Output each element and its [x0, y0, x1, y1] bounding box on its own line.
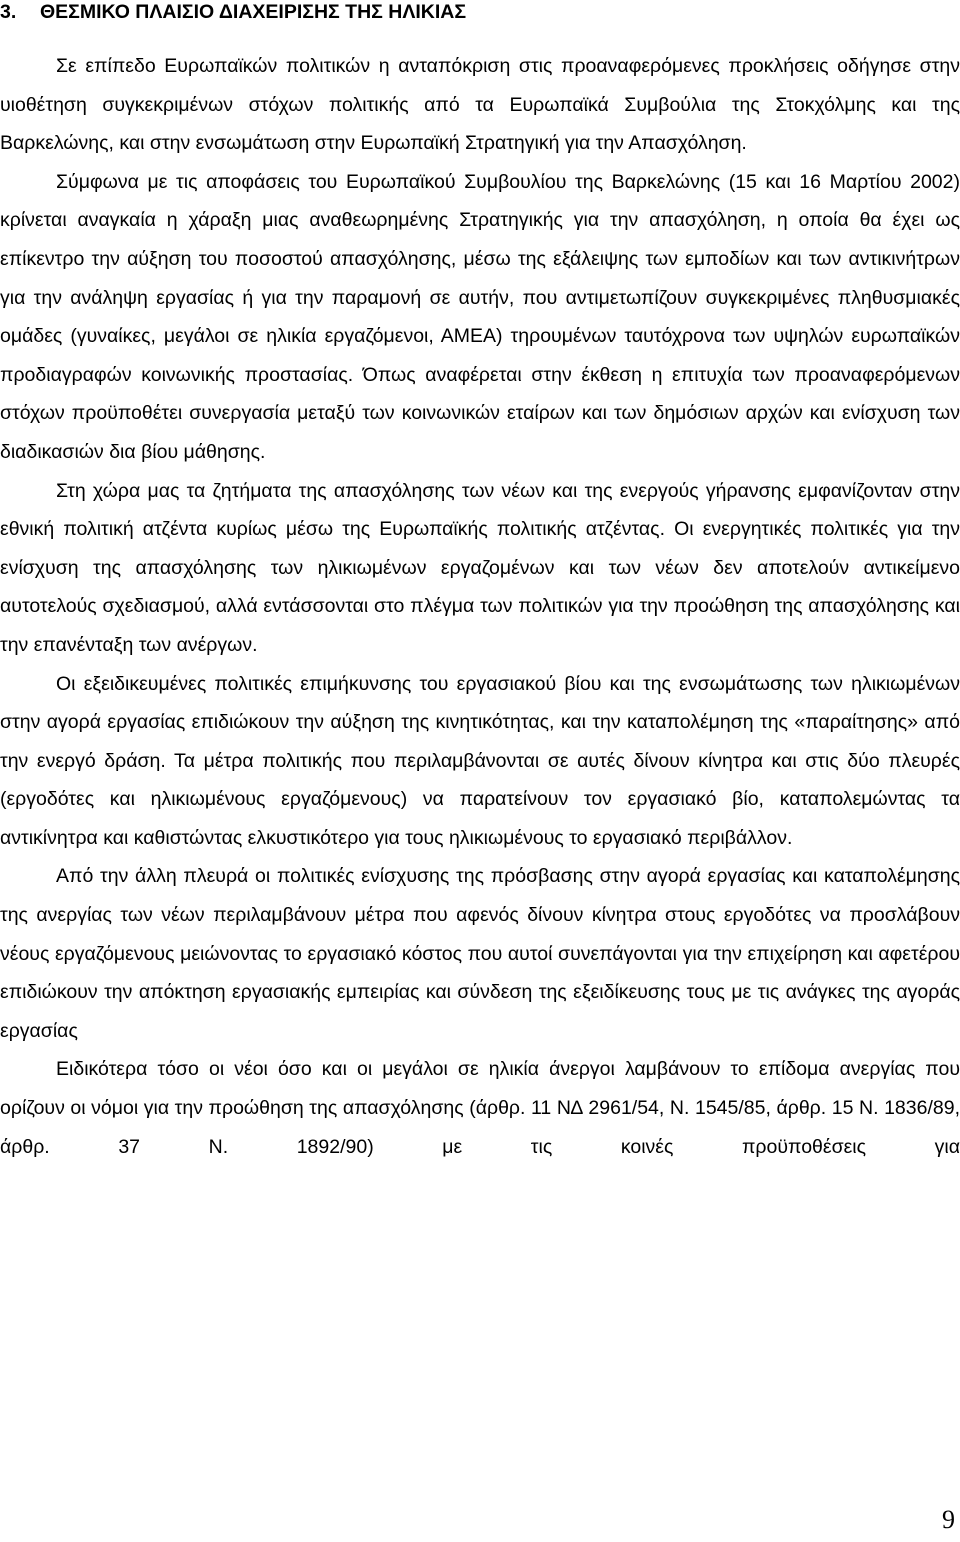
section-heading [0, 0, 466, 24]
paragraph: Από την άλλη πλευρά οι πολιτικές ενίσχυσης της πρόσβασης στην αγορά εργασίας και καταπολέμησης της ανεργίας των νέων περιλαμβάνουν μέτρα που αφενός δίνουν κίνητρα στους εργοδότες να προσλάβουν νέους εργαζόμενους μειώνοντας το εργασιακό κόστος που αυτοί συνεπάγονται για την επιχείρηση και αφετέρου επιδιώκουν την απόκτηση εργασιακής εμπειρίας και σύνδεση της εξειδίκευσης τους με τις ανάγκες της αγοράς εργασίας [0, 865, 960, 1042]
paragraph: Ειδικότερα τόσο οι νέοι όσο και οι μεγάλοι σε ηλικία άνεργοι λαμβάνουν το επίδομα ανεργίας που ορίζουν οι νόμοι για την προώθηση της απασχόλησης (άρθρ. 11 Ν∆ 2961/54, Ν. 1545/85, άρθρ. 15 Ν. 1836/89, άρθρ. 37 Ν. 1892/90) με τις κοινές προϋποθέσεις για [0, 1058, 960, 1158]
paragraph: Οι εξειδικευμένες πολιτικές επιμήκυνσης του εργασιακού βίου και της ενσωμάτωσης των ηλικιωμένων στην αγορά εργασίας επιδιώκουν την αύξηση της κινητικότητας, και την καταπολέμηση της «παραίτησης» από την ενεργό δράση. Τα μέτρα πολιτικής που περιλαμβάνονται σε αυτές δίνουν κίνητρα και στις δύο πλευρές (εργοδότες και ηλικιωμένους εργαζόμενους) να παρατείνουν τον εργασιακό βίο, καταπολεμώντας τα αντικίνητρα και καθιστώντας ελκυστικότερο για τους ηλικιωμένους το εργασιακό περιβάλλον. [0, 672, 960, 849]
paragraph: Σύμφωνα με τις αποφάσεις του Ευρωπαϊκού Συμβουλίου της Βαρκελώνης (15 και 16 Μαρτίου 2002) κρίνεται αναγκαία η χάραξη μιας αναθεωρημένης Στρατηγικής για την απασχόληση, η οποία θα έχει ως επίκεντρο την αύξηση του ποσοστού απασχόλησης, μέσω της εξάλειψης των εμποδίων και των αντικινήτρων για την ανάληψη εργασίας ή για την παραμονή σε αυτήν, που αντιμετωπίζουν συγκεκριμένες πληθυσμιακές ομάδες (γυναίκες, μεγάλοι σε ηλικία εργαζόμενοι, ΑΜΕΑ) τηρουμένων ταυτόχρονα των υψηλών ευρωπαϊκών προδιαγραφών κοινωνικής προστασίας. Όπως αναφέρεται στην έκθεση η επιτυχία των προαναφερόμενων στόχων προϋποθέτει συνεργασία μεταξύ των κοινωνικών εταίρων και των δημόσιων αρχών και ενίσχυση των διαδικασιών δια βίου μάθησης. [0, 170, 960, 463]
body-text [0, 47, 960, 1166]
section-title: ΘΕΣΜΙΚΟ ΠΛΑΙΣΙΟ ΔΙΑΧΕΙΡΙΣΗΣ ΤΗΣ ΗΛΙΚΙΑΣ [40, 1, 467, 23]
paragraph: Σε επίπεδο Ευρωπαϊκών πολιτικών η ανταπόκριση στις προαναφερόμενες προκλήσεις οδήγησε στην υιοθέτηση συγκεκριμένων στόχων πολιτικής από τα Ευρωπαϊκά Συμβούλια της Στοκχόλμης και της Βαρκελώνης, και στην ενσωμάτωση στην Ευρωπαϊκή Στρατηγική για την Απασχόληση. [0, 55, 960, 155]
paragraph: Στη χώρα μας τα ζητήματα της απασχόλησης των νέων και της ενεργούς γήρανσης εμφανίζονταν στην εθνική πολιτική ατζέντα κυρίως μέσω της Ευρωπαϊκής πολιτικής ατζέντας. Οι ενεργητικές πολιτικές για την ενίσχυση της απασχόλησης των ηλικιωμένων εργαζομένων και των νέων δεν αποτελούν αντικείμενο αυτοτελούς σχεδιασμού, αλλά εντάσσονται στο πλέγμα των πολιτικών για την προώθηση της απασχόλησης και την επανένταξη των ανέργων. [0, 479, 960, 656]
page-number: 9 [942, 1505, 955, 1534]
section-number: 3. [0, 1, 17, 23]
